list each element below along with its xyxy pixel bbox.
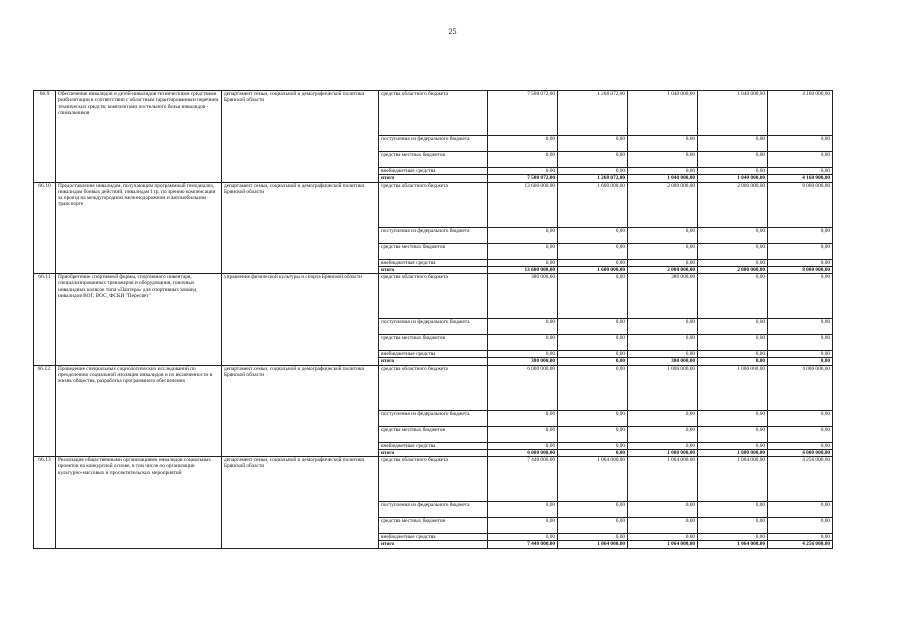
amount-cell: 0,00 bbox=[558, 259, 628, 266]
amount-cell: 0,00 bbox=[768, 502, 833, 518]
amount-cell: 1 600 000,00 bbox=[558, 266, 628, 273]
amount-cell: 0,00 bbox=[628, 319, 698, 335]
amount-cell: 1 064 000,00 bbox=[698, 457, 768, 502]
amount-cell: 4 256 000,00 bbox=[768, 457, 833, 502]
page-number: 25 bbox=[448, 27, 457, 36]
amount-cell: 0,00 bbox=[558, 168, 628, 175]
amount-cell: 0,00 bbox=[698, 426, 768, 442]
funding-source-label: поступления из федерального бюджета bbox=[379, 136, 488, 152]
funding-source-label: средства местных бюджетов bbox=[379, 518, 488, 534]
amount-cell: 0,00 bbox=[558, 358, 628, 365]
amount-cell: 0,00 bbox=[698, 351, 768, 358]
amount-cell: 0,00 bbox=[558, 274, 628, 319]
amount-cell: 0,00 bbox=[698, 152, 768, 168]
funding-source-label: итого bbox=[379, 541, 488, 548]
amount-cell: 4 256 000,00 bbox=[768, 541, 833, 548]
amount-cell: 0,00 bbox=[628, 351, 698, 358]
amount-cell: 0,00 bbox=[628, 259, 698, 266]
funding-source-label: поступления из федерального бюджета bbox=[379, 319, 488, 335]
table-row bbox=[34, 274, 833, 319]
amount-cell: 0,00 bbox=[558, 351, 628, 358]
amount-cell: 8 000 000,00 bbox=[768, 266, 833, 273]
amount-cell: 0,00 bbox=[768, 243, 833, 259]
measure-executor: департамент семьи, социальной и демографической политики Брянской области bbox=[222, 365, 379, 457]
amount-cell: 1 064 000,00 bbox=[698, 541, 768, 548]
amount-cell: 0,00 bbox=[488, 168, 558, 175]
amount-cell: 0,00 bbox=[488, 518, 558, 534]
amount-cell: 0,00 bbox=[768, 168, 833, 175]
amount-cell: 7 508 072,00 bbox=[488, 175, 558, 182]
amount-cell: 8 000 000,00 bbox=[768, 182, 833, 227]
amount-cell: 0,00 bbox=[488, 227, 558, 243]
budget-table-body bbox=[34, 91, 833, 549]
amount-cell: 7 448 000,00 bbox=[488, 541, 558, 548]
funding-source-label: средства местных бюджетов bbox=[379, 426, 488, 442]
measure-name: Приобретение спортивной формы, спортивного инвентаря, специализированных тренажеров и оборудования, гоночных инвалидных колясок типа «Пантера» для спортивных команд инвалидов ВОГ, ВОС, ФСКИ "Пересвет" bbox=[56, 274, 222, 366]
amount-cell: 0,00 bbox=[768, 227, 833, 243]
amount-cell: 0,00 bbox=[628, 410, 698, 426]
amount-cell: 0,00 bbox=[698, 534, 768, 541]
table-row bbox=[34, 457, 833, 502]
funding-source-label: средства областного бюджета bbox=[379, 91, 488, 136]
amount-cell: 380 000,00 bbox=[628, 358, 698, 365]
amount-cell: 1 040 000,00 bbox=[628, 175, 698, 182]
amount-cell: 1 000 000,00 bbox=[628, 365, 698, 410]
amount-cell: 0,00 bbox=[768, 442, 833, 449]
amount-cell: 4 160 000,00 bbox=[768, 175, 833, 182]
amount-cell: 0,00 bbox=[628, 534, 698, 541]
amount-cell: 4 160 000,00 bbox=[768, 91, 833, 136]
amount-cell: 6 000 000,00 bbox=[488, 365, 558, 410]
amount-cell: 1 268 072,00 bbox=[558, 175, 628, 182]
funding-source-label: средства областного бюджета bbox=[379, 457, 488, 502]
amount-cell: 0,00 bbox=[768, 534, 833, 541]
amount-cell: 0,00 bbox=[558, 319, 628, 335]
amount-cell: 0,00 bbox=[488, 426, 558, 442]
amount-cell: 0,00 bbox=[768, 136, 833, 152]
amount-cell: 0,00 bbox=[558, 449, 628, 456]
amount-cell: 13 600 000,00 bbox=[488, 266, 558, 273]
amount-cell: 0,00 bbox=[698, 319, 768, 335]
amount-cell: 0,00 bbox=[698, 335, 768, 351]
funding-source-label: итого bbox=[379, 175, 488, 182]
funding-source-label: итого bbox=[379, 449, 488, 456]
measure-number: 66.11 bbox=[34, 274, 56, 366]
measure-executor: управление физической культуры и спорта Брянской области bbox=[222, 274, 379, 366]
measure-executor: департамент семьи, социальной и демографической политики Брянской области bbox=[222, 182, 379, 274]
amount-cell: 0,00 bbox=[628, 152, 698, 168]
amount-cell: 0,00 bbox=[698, 227, 768, 243]
amount-cell: 0,00 bbox=[628, 518, 698, 534]
amount-cell: 2 000 000,00 bbox=[698, 266, 768, 273]
measure-number: 66.13 bbox=[34, 457, 56, 549]
amount-cell: 0,00 bbox=[558, 442, 628, 449]
amount-cell: 0,00 bbox=[488, 351, 558, 358]
amount-cell: 0,00 bbox=[558, 426, 628, 442]
amount-cell: 0,00 bbox=[698, 168, 768, 175]
measure-name: Обеспечение инвалидов и детей-инвалидов техническими средствами реабилитации в соответствии с областным гарантированным перечнем технических средств; комплектами постельного белья инвалидов - спинальников bbox=[56, 91, 222, 183]
amount-cell: 2 000 000,00 bbox=[628, 182, 698, 227]
amount-cell: 0,00 bbox=[698, 518, 768, 534]
funding-source-label: средства областного бюджета bbox=[379, 274, 488, 319]
measure-name: Реализация общественными организациями инвалидов социальных проектов на конкурсной основе, в том числе по организации культурно-массовых и просветительских мероприятий bbox=[56, 457, 222, 549]
amount-cell: 0,00 bbox=[698, 274, 768, 319]
funding-source-label: итого bbox=[379, 358, 488, 365]
funding-source-label: внебюджетные средства bbox=[379, 168, 488, 175]
amount-cell: 1 268 072,00 bbox=[558, 91, 628, 136]
amount-cell: 0,00 bbox=[768, 358, 833, 365]
amount-cell: 1 064 000,00 bbox=[558, 541, 628, 548]
amount-cell: 0,00 bbox=[488, 534, 558, 541]
amount-cell: 0,00 bbox=[558, 502, 628, 518]
amount-cell: 6 000 000,00 bbox=[488, 449, 558, 456]
amount-cell: 0,00 bbox=[558, 534, 628, 541]
amount-cell: 0,00 bbox=[698, 243, 768, 259]
amount-cell: 13 600 000,00 bbox=[488, 182, 558, 227]
amount-cell: 0,00 bbox=[558, 243, 628, 259]
amount-cell: 0,00 bbox=[698, 259, 768, 266]
amount-cell: 0,00 bbox=[488, 319, 558, 335]
amount-cell: 1 040 000,00 bbox=[698, 175, 768, 182]
amount-cell: 0,00 bbox=[768, 259, 833, 266]
amount-cell: 0,00 bbox=[768, 351, 833, 358]
amount-cell: 0,00 bbox=[628, 243, 698, 259]
amount-cell: 380 000,00 bbox=[488, 358, 558, 365]
amount-cell: 0,00 bbox=[628, 168, 698, 175]
funding-source-label: поступления из федерального бюджета bbox=[379, 410, 488, 426]
amount-cell: 4 000 000,00 bbox=[768, 449, 833, 456]
amount-cell: 1 064 000,00 bbox=[558, 457, 628, 502]
funding-source-label: средства областного бюджета bbox=[379, 182, 488, 227]
measure-number: 66.12. bbox=[34, 365, 56, 457]
amount-cell: 0,00 bbox=[768, 335, 833, 351]
amount-cell: 1 064 000,00 bbox=[628, 457, 698, 502]
amount-cell: 0,00 bbox=[558, 365, 628, 410]
amount-cell: 0,00 bbox=[628, 136, 698, 152]
budget-table bbox=[33, 90, 833, 549]
funding-source-label: внебюджетные средства bbox=[379, 351, 488, 358]
measure-executor: департамент семьи, социальной и демографической политики Брянской области bbox=[222, 457, 379, 549]
amount-cell: 0,00 bbox=[488, 442, 558, 449]
amount-cell: 0,00 bbox=[488, 502, 558, 518]
amount-cell: 0,00 bbox=[768, 518, 833, 534]
amount-cell: 1 000 000,00 bbox=[628, 449, 698, 456]
funding-source-label: поступления из федерального бюджета bbox=[379, 227, 488, 243]
funding-source-label: итого bbox=[379, 266, 488, 273]
amount-cell: 0,00 bbox=[558, 518, 628, 534]
amount-cell: 1 600 000,00 bbox=[558, 182, 628, 227]
amount-cell: 4 000 000,00 bbox=[768, 365, 833, 410]
amount-cell: 0,00 bbox=[768, 152, 833, 168]
funding-source-label: средства местных бюджетов bbox=[379, 243, 488, 259]
amount-cell: 0,00 bbox=[698, 358, 768, 365]
amount-cell: 0,00 bbox=[768, 410, 833, 426]
amount-cell: 1 040 000,00 bbox=[698, 91, 768, 136]
amount-cell: 0,00 bbox=[698, 410, 768, 426]
amount-cell: 0,00 bbox=[768, 274, 833, 319]
amount-cell: 0,00 bbox=[768, 319, 833, 335]
amount-cell: 0,00 bbox=[488, 335, 558, 351]
amount-cell: 0,00 bbox=[558, 136, 628, 152]
amount-cell: 1 040 000,00 bbox=[628, 91, 698, 136]
amount-cell: 0,00 bbox=[628, 227, 698, 243]
amount-cell: 0,00 bbox=[558, 227, 628, 243]
funding-source-label: средства областного бюджета bbox=[379, 365, 488, 410]
amount-cell: 0,00 bbox=[628, 502, 698, 518]
amount-cell: 0,00 bbox=[558, 335, 628, 351]
table-row bbox=[34, 91, 833, 136]
amount-cell: 0,00 bbox=[488, 410, 558, 426]
amount-cell: 1 064 000,00 bbox=[628, 541, 698, 548]
amount-cell: 0,00 bbox=[488, 136, 558, 152]
amount-cell: 0,00 bbox=[488, 243, 558, 259]
amount-cell: 2 000 000,00 bbox=[628, 266, 698, 273]
measure-name: Проведение специальных социологических исследований по преодолению социальной изоляции инвалидов и их включенности в жизнь общества, разработка программного обеспечения bbox=[56, 365, 222, 457]
table-row bbox=[34, 182, 833, 227]
funding-source-label: внебюджетные средства bbox=[379, 259, 488, 266]
amount-cell: 0,00 bbox=[698, 442, 768, 449]
funding-source-label: средства местных бюджетов bbox=[379, 335, 488, 351]
amount-cell: 0,00 bbox=[558, 410, 628, 426]
amount-cell: 380 000,00 bbox=[628, 274, 698, 319]
amount-cell: 0,00 bbox=[628, 442, 698, 449]
amount-cell: 0,00 bbox=[558, 152, 628, 168]
amount-cell: 0,00 bbox=[698, 502, 768, 518]
measure-executor: департамент семьи, социальной и демографической политики Брянской области bbox=[222, 91, 379, 183]
amount-cell: 0,00 bbox=[768, 426, 833, 442]
amount-cell: 0,00 bbox=[628, 426, 698, 442]
amount-cell: 0,00 bbox=[488, 259, 558, 266]
funding-source-label: внебюджетные средства bbox=[379, 442, 488, 449]
amount-cell: 2 000 000,00 bbox=[698, 182, 768, 227]
table-row bbox=[34, 365, 833, 410]
amount-cell: 7 508 072,00 bbox=[488, 91, 558, 136]
amount-cell: 380 000,00 bbox=[488, 274, 558, 319]
amount-cell: 0,00 bbox=[628, 335, 698, 351]
amount-cell: 0,00 bbox=[698, 136, 768, 152]
measure-name: Предоставление инвалидам, получающим программный гемодиализ, инвалидам боевых действий, инвалидам I гр. по зрению компенсации за проезд на междугородном железнодорожном и автомобильном транспорте bbox=[56, 182, 222, 274]
funding-source-label: внебюджетные средства bbox=[379, 534, 488, 541]
measure-number: 66.9 bbox=[34, 91, 56, 183]
amount-cell: 1 000 000,00 bbox=[698, 449, 768, 456]
amount-cell: 1 000 000,00 bbox=[698, 365, 768, 410]
funding-source-label: средства местных бюджетов bbox=[379, 152, 488, 168]
measure-number: 66.10 bbox=[34, 182, 56, 274]
amount-cell: 7 448 000,00 bbox=[488, 457, 558, 502]
amount-cell: 0,00 bbox=[488, 152, 558, 168]
funding-source-label: поступления из федерального бюджета bbox=[379, 502, 488, 518]
